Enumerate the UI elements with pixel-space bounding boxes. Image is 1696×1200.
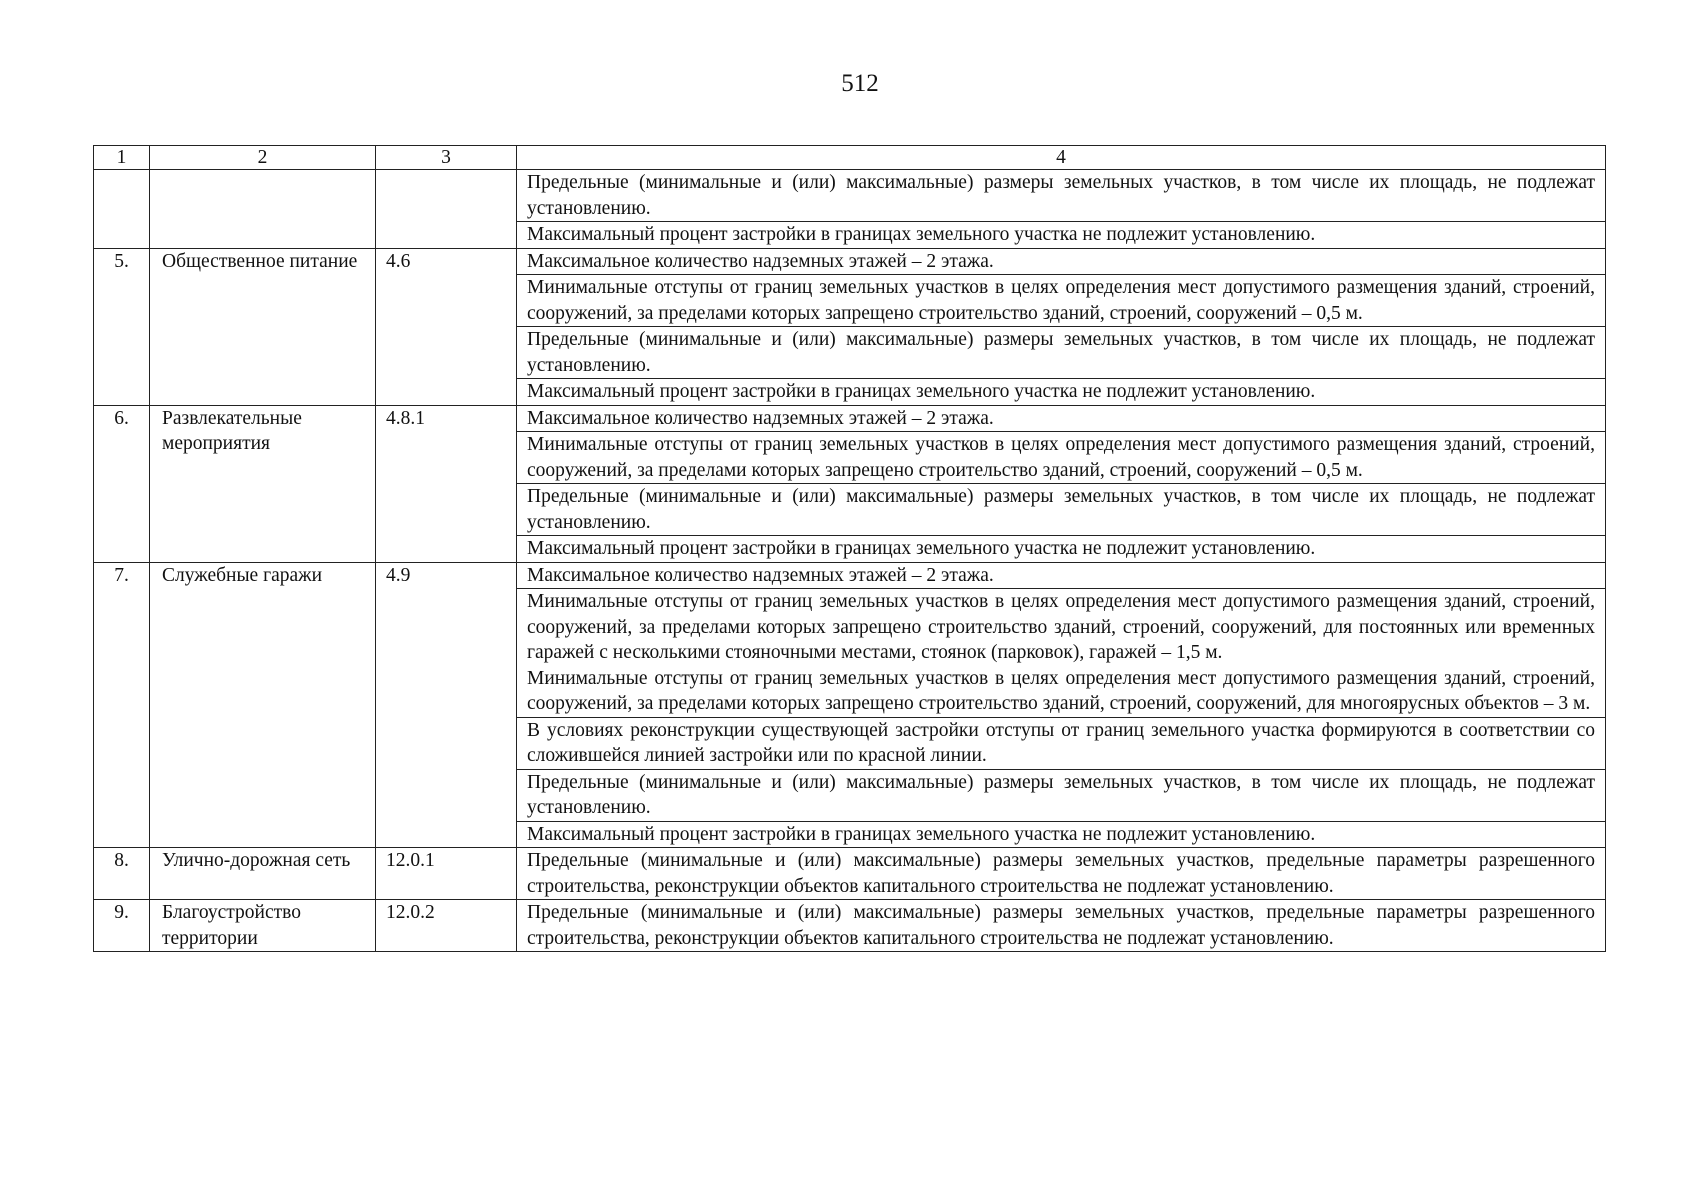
row-number: 7. [94, 562, 150, 848]
page-number: 512 [841, 70, 879, 97]
row-name: Благоустройство территории [150, 900, 376, 952]
parameter-cell: Предельные (минимальные и (или) максимальные) размеры земельных участков, предельные параметры разрешенного строительства, реконструкции объектов капитального строительства не подлежат установлению. [517, 848, 1606, 900]
row-name [150, 170, 376, 249]
parameter-cell: Предельные (минимальные и (или) максимальные) размеры земельных участков, в том числе их площадь, не подлежат установлению. [517, 769, 1606, 821]
row-code: 12.0.1 [376, 848, 517, 900]
header-cell: 4 [517, 146, 1606, 170]
parameter-cell: Предельные (минимальные и (или) максимальные) размеры земельных участков, в том числе их площадь, не подлежат установлению. [517, 170, 1606, 222]
row-code: 4.6 [376, 248, 517, 405]
header-cell: 1 [94, 146, 150, 170]
row-code: 4.9 [376, 562, 517, 848]
header-cell: 2 [150, 146, 376, 170]
row-code [376, 170, 517, 249]
parameter-cell [517, 589, 1606, 718]
header-cell: 3 [376, 146, 517, 170]
parameter-cell: В условиях реконструкции существующей застройки отступы от границ земельного участка формируются в соответствии со сложившейся линией застройки или по красной линии. [517, 717, 1606, 769]
row-code: 4.8.1 [376, 405, 517, 562]
table-row [94, 248, 1606, 275]
table-row [94, 562, 1606, 589]
table-row [94, 848, 1606, 900]
row-name: Служебные гаражи [150, 562, 376, 848]
parameter-cell: Максимальное количество надземных этажей – 2 этажа. [517, 248, 1606, 275]
row-number: 6. [94, 405, 150, 562]
table-row [94, 405, 1606, 432]
regulations-table [93, 145, 1606, 952]
row-number: 9. [94, 900, 150, 952]
parameter-cell: Максимальный процент застройки в границах земельного участка не подлежит установлению. [517, 821, 1606, 848]
row-code: 12.0.2 [376, 900, 517, 952]
table-row [94, 170, 1606, 222]
parameter-cell: Предельные (минимальные и (или) максимальные) размеры земельных участков, предельные параметры разрешенного строительства, реконструкции объектов капитального строительства не подлежат установлению. [517, 900, 1606, 952]
row-name: Общественное питание [150, 248, 376, 405]
parameter-paragraph: Минимальные отступы от границ земельных участков в целях определения мест допустимого размещения зданий, строений, сооружений, за пределами которых запрещено строительство зданий, строений, сооружений, для постоянных или временных гаражей с несколькими стояночными местами, стоянок (парковок), гаражей – 1,5 м. [527, 591, 1595, 663]
row-name: Развлекательные мероприятия [150, 405, 376, 562]
row-number: 5. [94, 248, 150, 405]
parameter-cell: Максимальное количество надземных этажей – 2 этажа. [517, 562, 1606, 589]
parameter-cell: Максимальное количество надземных этажей – 2 этажа. [517, 405, 1606, 432]
parameter-cell: Минимальные отступы от границ земельных участков в целях определения мест допустимого размещения зданий, строений, сооружений, за пределами которых запрещено строительство зданий, строений, сооружений – 0,5 м. [517, 275, 1606, 327]
parameter-cell: Максимальный процент застройки в границах земельного участка не подлежит установлению. [517, 222, 1606, 249]
parameter-cell: Максимальный процент застройки в границах земельного участка не подлежит установлению. [517, 536, 1606, 563]
row-name: Улично-дорожная сеть [150, 848, 376, 900]
row-number: 8. [94, 848, 150, 900]
table-row [94, 900, 1606, 952]
parameter-paragraph: Минимальные отступы от границ земельных участков в целях определения мест допустимого размещения зданий, строений, сооружений, за пределами которых запрещено строительство зданий, строений, сооружений, для многоярусных объектов – 3 м. [527, 667, 1595, 714]
parameter-cell: Предельные (минимальные и (или) максимальные) размеры земельных участков, в том числе их площадь, не подлежат установлению. [517, 327, 1606, 379]
parameter-cell: Предельные (минимальные и (или) максимальные) размеры земельных участков, в том числе их площадь, не подлежат установлению. [517, 484, 1606, 536]
parameter-cell: Максимальный процент застройки в границах земельного участка не подлежит установлению. [517, 379, 1606, 406]
row-number [94, 170, 150, 249]
parameter-cell: Минимальные отступы от границ земельных участков в целях определения мест допустимого размещения зданий, строений, сооружений, за пределами которых запрещено строительство зданий, строений, сооружений – 0,5 м. [517, 432, 1606, 484]
table-header-row [94, 146, 1606, 170]
